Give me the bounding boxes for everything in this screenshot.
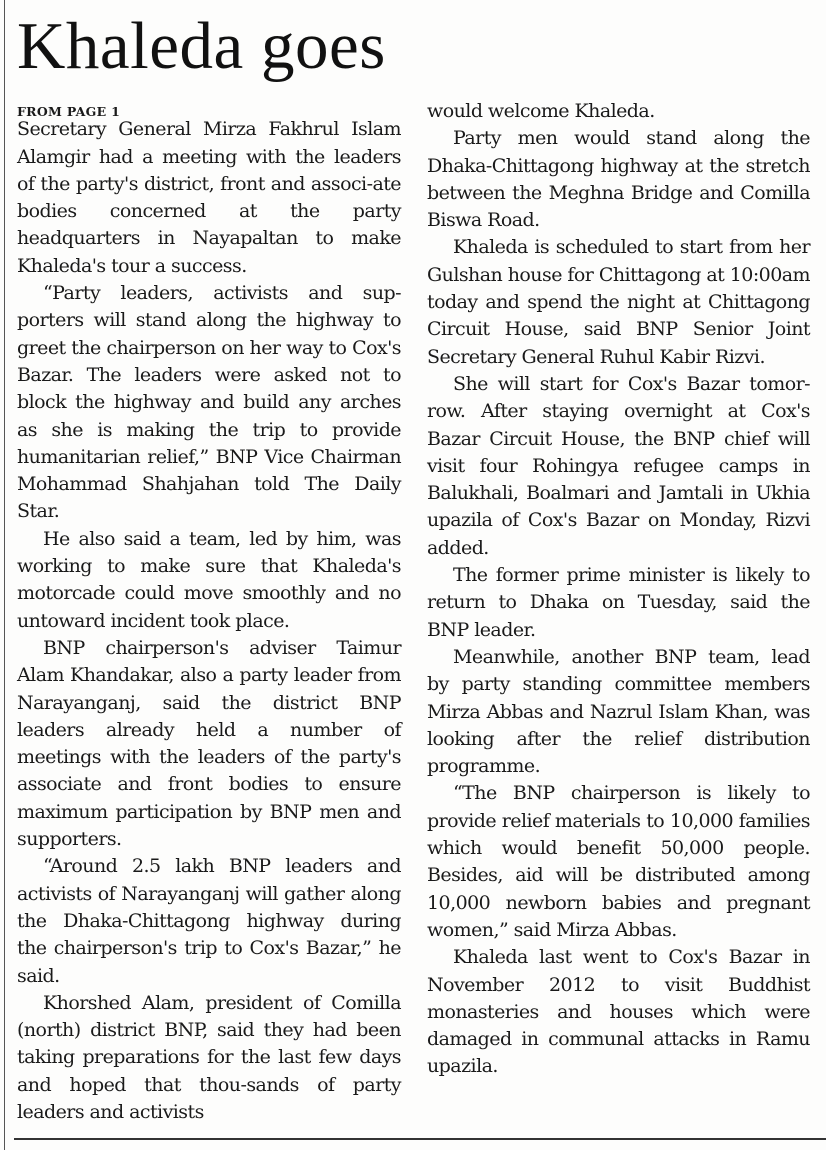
paragraph: Secretary General Mirza Fakhrul Islam Alamgir had a meeting with the leaders of the party's district, front and associ-ate bodies concerned at the party headquarters in Nayapaltan to make Khaleda's tour a success. xyxy=(17,118,401,277)
paragraph: Khaleda last went to Cox's Bazar in November 2012 to visit Buddhist monasteries and houses which were damaged in communal attacks in Ramu upazila. xyxy=(427,946,810,1078)
bottom-rule xyxy=(14,1138,826,1140)
paragraph: Meanwhile, another BNP team, lead by party standing committee members Mirza Abbas and Nazrul Islam Khan, was looking after the relief distribution programme. xyxy=(427,645,810,778)
paragraph: Party men would stand along the Dhaka-Chittagong highway at the stretch between the Meghna Bridge and Comilla Biswa Road. xyxy=(427,127,810,232)
paragraph: He also said a team, led by him, was working to make sure that Khaleda's motorcade could move smoothly and no untoward incident took place. xyxy=(17,527,401,632)
jump-label: FROM PAGE 1 xyxy=(17,104,121,119)
paragraph: Khorshed Alam, president of Comilla (north) district BNP, said they had been taking preparations for the last few days and hoped that thou-sands of party leaders and activists xyxy=(17,991,401,1123)
paragraph: “Around 2.5 lakh BNP leaders and activists of Narayanganj will gather along the Dhaka-Chittagong highway during the chairperson's trip to Cox's Bazar,” he said. xyxy=(17,855,401,987)
paragraph: “The BNP chairperson is likely to provide relief materials to 10,000 families which would benefit 50,000 people. Besides, aid will be distributed among 10,000 newborn babies and pregnant women,” said Mirza Abbas. xyxy=(427,782,810,941)
paragraph: Khaleda is scheduled to start from her Gulshan house for Chittagong at 10:00am today and spend the night at Chittagong Circuit House, said BNP Senior Joint Secretary General Ruhul Kabir Rizvi. xyxy=(427,236,810,368)
paragraph: BNP chairperson's adviser Taimur Alam Khandakar, also a party leader from Narayanganj, said the district BNP leaders already held a number of meetings with the leaders of the party's associate and front bodies to ensure maximum participation by BNP men and supporters. xyxy=(17,636,401,851)
paragraph: She will start for Cox's Bazar tomor-row. After staying overnight at Cox's Bazar Circuit House, the BNP chief will visit four Rohingya refugee camps in Balukhali, Boalmari and Jamtali in Ukhia upazila of Cox's Bazar on Monday, Rizvi added. xyxy=(427,372,810,559)
paragraph-continuation: would welcome Khaleda. xyxy=(427,100,655,122)
right-column xyxy=(427,98,810,1081)
headline: Khaleda goes xyxy=(17,9,386,83)
column-rule-left xyxy=(4,0,5,1150)
paragraph: The former prime minister is likely to return to Dhaka on Tuesday, said the BNP leader. xyxy=(427,564,810,641)
left-column xyxy=(17,98,401,1126)
paragraph: “Party leaders, activists and sup-porters will stand along the highway to greet the chairperson on her way to Cox's Bazar. The leaders were asked not to block the highway and build any arches as she is making the trip to provide humanitarian relief,” BNP Vice Chairman Mohammad Shahjahan told The Daily Star. xyxy=(17,282,401,523)
